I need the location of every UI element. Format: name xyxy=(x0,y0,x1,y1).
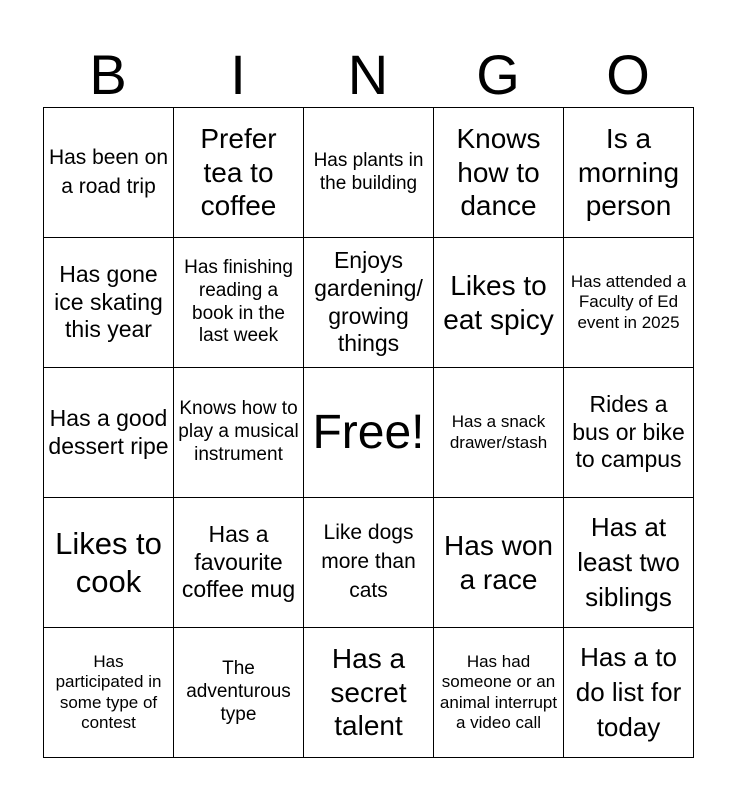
bingo-cell[interactable] xyxy=(434,628,564,758)
bingo-cell[interactable] xyxy=(434,368,564,498)
header-letter-n: N xyxy=(347,43,389,106)
bingo-cell[interactable] xyxy=(174,108,304,238)
cell-text: Likes to eat spicy xyxy=(443,269,554,335)
bingo-cell[interactable] xyxy=(304,498,434,628)
bingo-cell[interactable] xyxy=(564,368,694,498)
bingo-cell[interactable] xyxy=(304,238,434,368)
header-letter-b: B xyxy=(89,43,127,106)
bingo-cell[interactable] xyxy=(434,498,564,628)
bingo-cell[interactable] xyxy=(44,498,174,628)
cell-text: Has won a race xyxy=(444,529,553,595)
bingo-cell[interactable] xyxy=(44,238,174,368)
cell-text: Prefer tea to coffee xyxy=(200,123,277,222)
cell-text: Has a snack drawer/stash xyxy=(449,412,548,452)
cell-text: The adventurous type xyxy=(186,658,291,725)
bingo-card xyxy=(43,107,694,758)
bingo-cell[interactable] xyxy=(434,238,564,368)
cell-text: Has attended a Faculty of Ed event in 2025 xyxy=(570,271,687,332)
cell-text: Has been on a road trip xyxy=(48,145,169,198)
header-letter-g: G xyxy=(476,43,520,106)
bingo-cell[interactable] xyxy=(564,628,694,758)
cell-text: Has at least two siblings xyxy=(577,511,680,613)
bingo-cell[interactable] xyxy=(44,628,174,758)
bingo-cell[interactable] xyxy=(564,238,694,368)
header-letter-o: O xyxy=(606,43,650,106)
bingo-cell[interactable] xyxy=(564,498,694,628)
cell-text: Likes to cook xyxy=(55,526,162,599)
bingo-cell[interactable] xyxy=(174,238,304,368)
cell-text: Knows how to play a musical instrument xyxy=(178,398,299,465)
free-space[interactable] xyxy=(304,368,434,498)
bingo-cell[interactable] xyxy=(564,108,694,238)
cell-text: Free! xyxy=(312,405,425,459)
cell-text: Has a favourite coffee mug xyxy=(181,521,296,603)
bingo-cell[interactable] xyxy=(44,368,174,498)
cell-text: Has a to do list for today xyxy=(575,641,682,743)
cell-text: Rides a bus or bike to campus xyxy=(572,391,685,473)
bingo-cell[interactable] xyxy=(434,108,564,238)
cell-text: Has a secret talent xyxy=(330,643,407,742)
cell-text: Has participated in some type of contest xyxy=(55,651,162,732)
bingo-cell[interactable] xyxy=(174,498,304,628)
cell-text: Like dogs more than cats xyxy=(321,521,416,602)
bingo-cell[interactable] xyxy=(304,628,434,758)
cell-text: Has a good dessert ripe xyxy=(48,404,169,459)
bingo-cell[interactable] xyxy=(174,628,304,758)
header-letter-i: I xyxy=(230,43,246,106)
bingo-header xyxy=(43,42,693,108)
cell-text: Is a morning person xyxy=(577,123,680,222)
bingo-cell[interactable] xyxy=(304,108,434,238)
cell-text: Has gone ice skating this year xyxy=(54,261,163,343)
cell-text: Knows how to dance xyxy=(456,123,541,222)
cell-text: Has plants in the building xyxy=(313,149,424,194)
cell-text: Enjoys gardening/ growing things xyxy=(314,247,423,357)
bingo-cell[interactable] xyxy=(174,368,304,498)
cell-text: Has had someone or an animal interrupt a video call xyxy=(439,651,558,732)
bingo-cell[interactable] xyxy=(44,108,174,238)
cell-text: Has finishing reading a book in the last week xyxy=(184,256,293,347)
